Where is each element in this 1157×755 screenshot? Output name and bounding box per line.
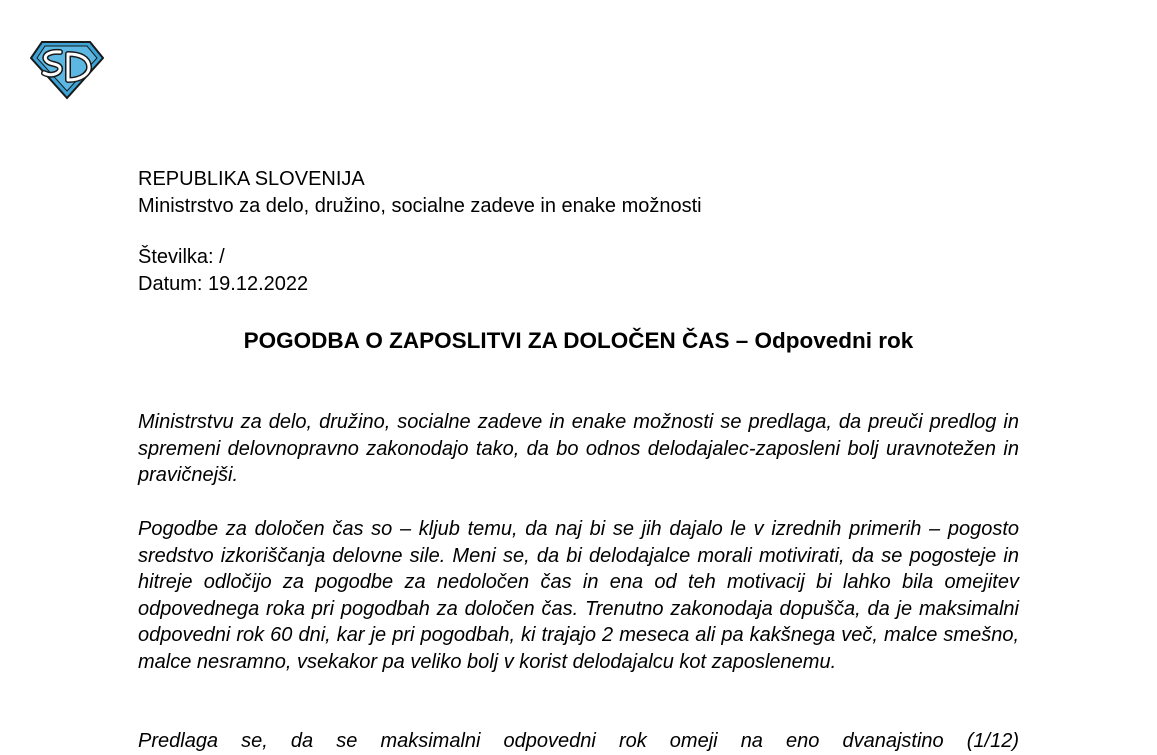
paragraph-3: Predlaga se, da se maksimalni odpovedni rok omeji na eno dvanajstino (1/12) bbox=[138, 730, 1019, 752]
ministry-name: Ministrstvo za delo, družino, socialne zadeve in enake možnosti bbox=[138, 195, 702, 217]
document-date: Datum: 19.12.2022 bbox=[138, 273, 309, 295]
document-meta bbox=[138, 244, 308, 298]
logo bbox=[30, 40, 104, 100]
document-number: Številka: / bbox=[138, 246, 225, 268]
sd-shield-logo-icon bbox=[30, 40, 104, 100]
country-name: REPUBLIKA SLOVENIJA bbox=[138, 168, 365, 190]
document-title: POGODBA O ZAPOSLITVI ZA DOLOČEN ČAS – Odpovedni rok bbox=[243, 328, 914, 353]
paragraph-1: Ministrstvu za delo, družino, socialne zadeve in enake možnosti se predlaga, da preuči predlog in spremeni delovnopravno zakonodajo tako, da bo odnos delodajalec-zaposleni bolj uravnotežen in pravičnejši. bbox=[138, 411, 1019, 486]
paragraph-2: Pogodbe za določen čas so – kljub temu, da naj bi se jih dajalo le v izrednih primerih – pogosto sredstvo izkoriščanja delovne sile. Meni se, da bi delodajalce morali motivirati, da se pogosteje in hitreje odločijo za pogodbe za nedoločen čas in ena od teh motivacij bi lahko bila omejitev odpovednega roka pri pogodbah za določen čas. Trenutno zakonodaja dopušča, da je maksimalni odpovedni rok 60 dni, kar je pri pogodbah, ki trajajo 2 meseca ali pa kakšnega več, malce smešno, malce nesramno, vsekakor pa veliko bolj v korist delodajalcu kot zaposlenemu. bbox=[138, 518, 1019, 673]
letterhead bbox=[138, 166, 702, 220]
